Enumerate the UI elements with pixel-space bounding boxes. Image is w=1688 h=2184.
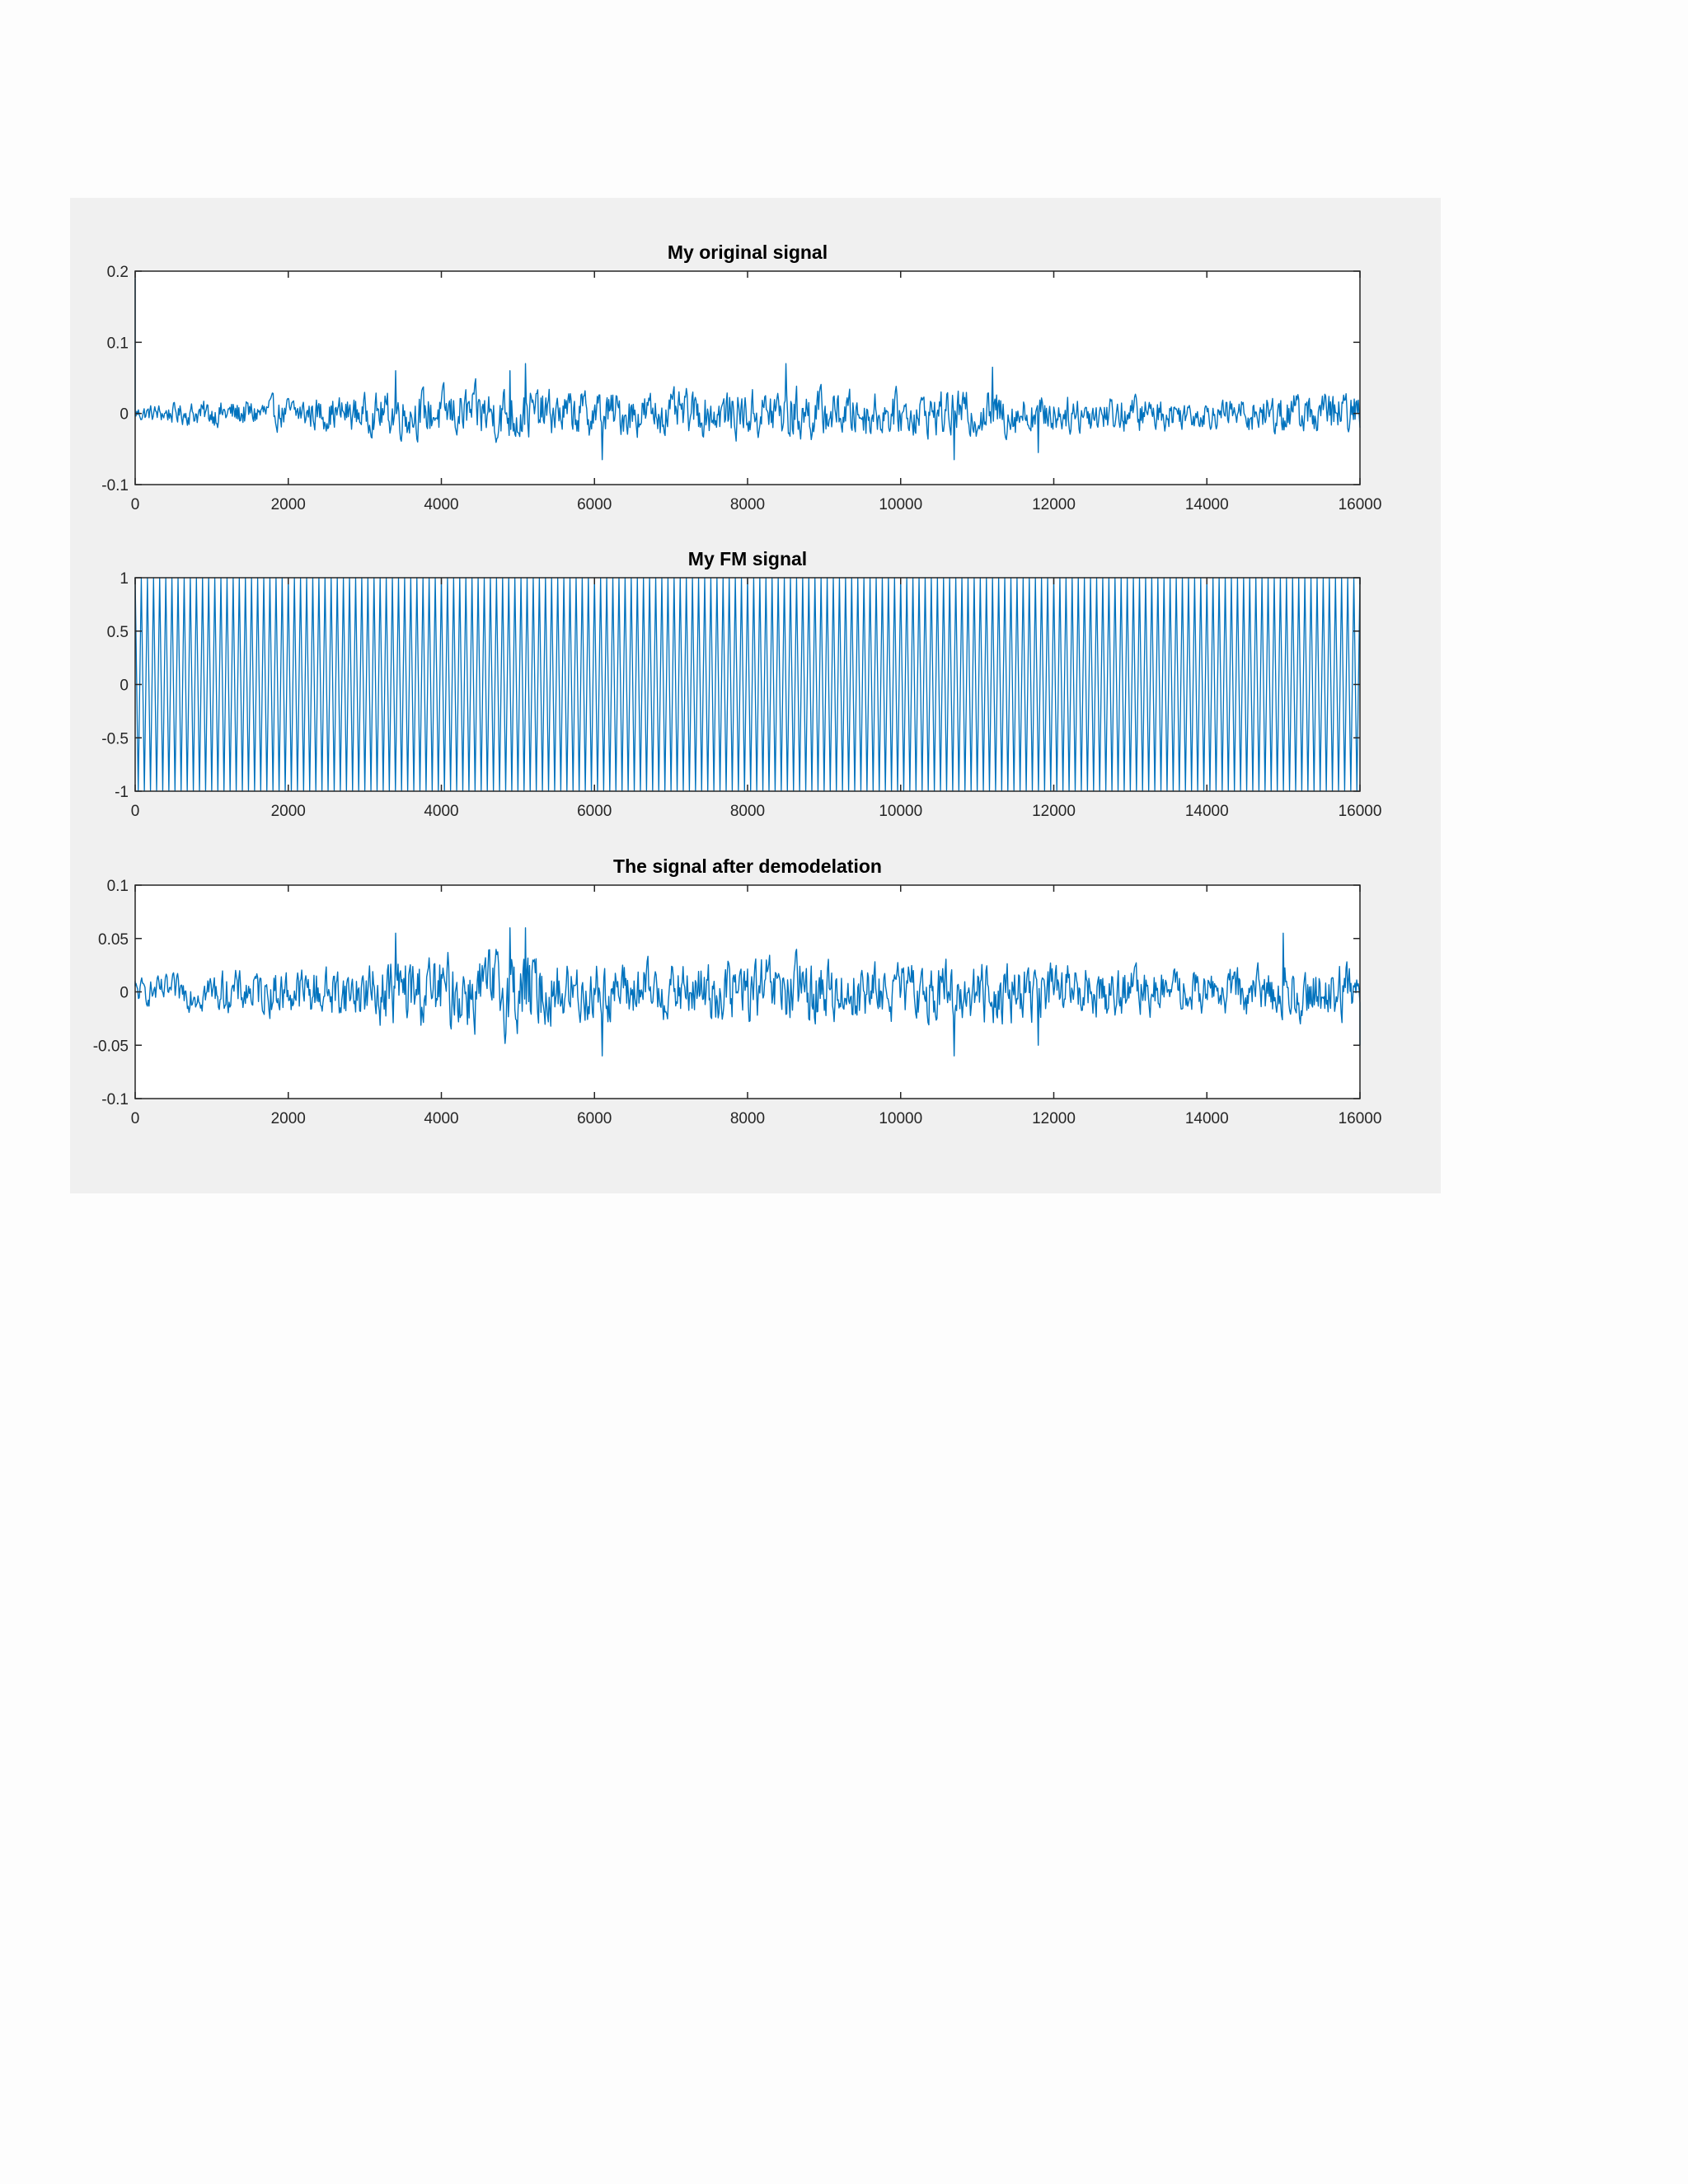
subplot-1-ytick-label: 0 <box>120 405 129 424</box>
subplot-1-ytick-label: 0.2 <box>106 264 129 281</box>
subplot-3-ytick-label: 0.05 <box>98 930 129 949</box>
subplot-3-ytick-label: -0.1 <box>101 1091 129 1108</box>
subplot-2-xtick-label: 10000 <box>879 803 923 820</box>
subplot-3-xtick-label: 10000 <box>879 1110 923 1127</box>
subplot-2-xtick-label: 2000 <box>270 803 306 820</box>
subplot-1-ytick-label: 0.1 <box>106 335 129 353</box>
subplot-3-xtick-label: 16000 <box>1338 1110 1382 1127</box>
subplot-3-xtick-label: 6000 <box>577 1110 612 1127</box>
figure-window <box>70 198 1441 1193</box>
subplot-3-xtick-label: 4000 <box>424 1110 459 1127</box>
subplot-2-ytick-label: -0.5 <box>101 730 129 748</box>
subplot-1-xtick-label: 6000 <box>577 496 612 513</box>
subplot-2-title: My FM signal <box>687 548 808 569</box>
subplot-1-title: My original signal <box>667 241 828 263</box>
subplot-2-xtick-label: 16000 <box>1338 803 1382 820</box>
subplot-1-xtick-label: 12000 <box>1032 496 1076 513</box>
subplot-1-plot-area <box>135 271 1360 485</box>
subplot-3 <box>93 855 1382 1127</box>
subplot-3-ytick-label: 0 <box>120 984 129 1002</box>
subplot-1-xtick-label: 2000 <box>270 496 306 513</box>
subplot-2-xtick-label: 14000 <box>1184 803 1229 820</box>
figure-canvas <box>70 198 1441 1193</box>
subplot-3-xtick-label: 0 <box>130 1110 140 1127</box>
subplot-3-ytick-label: -0.05 <box>92 1038 129 1056</box>
subplot-2-ytick-label: 1 <box>120 570 129 588</box>
subplot-2-ytick-label: 0 <box>120 677 129 695</box>
subplot-3-ytick-label: 0.1 <box>106 878 129 895</box>
subplot-1-xtick-label: 16000 <box>1338 496 1382 513</box>
subplot-2-xtick-label: 12000 <box>1032 803 1076 820</box>
subplot-2-ytick-label: -1 <box>115 784 129 801</box>
subplot-1-xtick-label: 14000 <box>1184 496 1229 513</box>
subplot-1-xtick-label: 0 <box>130 496 140 513</box>
subplot-2-ytick-label: 0.5 <box>106 623 129 641</box>
subplot-1-xtick-label: 8000 <box>729 496 766 513</box>
subplot-1-ytick-label: -0.1 <box>101 477 129 494</box>
subplot-3-xtick-label: 14000 <box>1184 1110 1229 1127</box>
subplot-2-xtick-label: 6000 <box>577 803 612 820</box>
subplot-3-title: The signal after demodelation <box>613 855 882 877</box>
subplot-2-xtick-label: 4000 <box>424 803 459 820</box>
subplot-2-xtick-label: 8000 <box>729 803 766 820</box>
subplot-1 <box>101 241 1381 513</box>
subplot-2 <box>101 548 1381 820</box>
subplot-1-xtick-label: 4000 <box>424 496 459 513</box>
subplot-3-xtick-label: 2000 <box>270 1110 306 1127</box>
subplot-3-xtick-label: 12000 <box>1032 1110 1076 1127</box>
subplot-3-xtick-label: 8000 <box>729 1110 766 1127</box>
subplot-1-xtick-label: 10000 <box>879 496 923 513</box>
subplot-2-xtick-label: 0 <box>130 803 140 820</box>
